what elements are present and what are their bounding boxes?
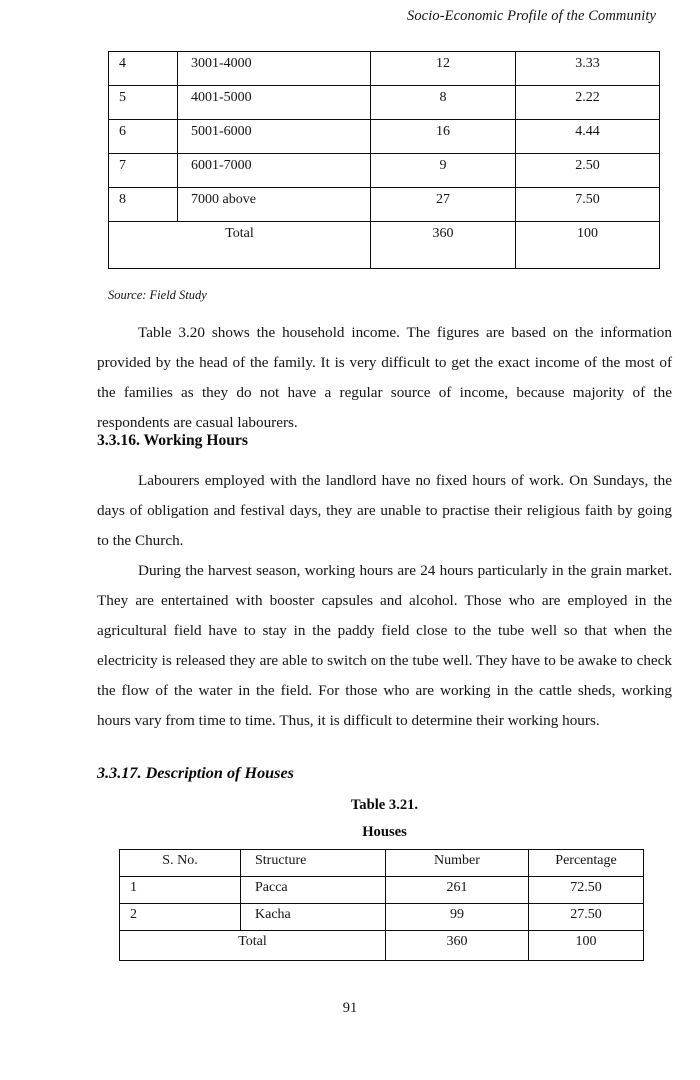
cell-number: 8 [371, 86, 516, 120]
cell-range: 5001-6000 [178, 120, 371, 154]
cell-structure: Pacca [241, 877, 386, 904]
cell-number: 9 [371, 154, 516, 188]
table-title-caption: Houses [362, 824, 407, 840]
table-row [120, 904, 644, 931]
table-header-row [120, 850, 644, 877]
table-total-row [109, 222, 660, 269]
header-sno: S. No. [120, 850, 241, 877]
cell-total-label: Total [109, 222, 371, 269]
table-row [120, 877, 644, 904]
cell-range: 4001-5000 [178, 86, 371, 120]
cell-number: 261 [386, 877, 529, 904]
table-total-row [120, 931, 644, 961]
cell-total-percentage: 100 [516, 222, 660, 269]
cell-number: 27 [371, 188, 516, 222]
heading-working-hours: 3.3.16. Working Hours [97, 432, 248, 449]
cell-structure: Kacha [241, 904, 386, 931]
paragraph-income-commentary: Table 3.20 shows the household income. The figures are based on the information provided by the head of the family. It is very difficult to get the exact income of the most of the families as they do not have a regular source of income, because majority of the respondents are casual labourers. [97, 324, 672, 431]
houses-table [119, 849, 644, 961]
cell-percentage: 2.50 [516, 154, 660, 188]
table-row [109, 154, 660, 188]
cell-sno: 4 [109, 52, 178, 86]
header-structure: Structure [241, 850, 386, 877]
cell-total-number: 360 [371, 222, 516, 269]
cell-sno: 7 [109, 154, 178, 188]
cell-percentage: 7.50 [516, 188, 660, 222]
page-number: 91 [342, 1000, 358, 1016]
cell-percentage: 3.33 [516, 52, 660, 86]
heading-description-of-houses: 3.3.17. Description of Houses [97, 764, 294, 782]
cell-sno: 5 [109, 86, 178, 120]
cell-percentage: 4.44 [516, 120, 660, 154]
cell-range: 7000 above [178, 188, 371, 222]
cell-number: 16 [371, 120, 516, 154]
cell-number: 99 [386, 904, 529, 931]
table-row [109, 120, 660, 154]
header-number: Number [386, 850, 529, 877]
paragraph-working-hours-1: Labourers employed with the landlord have no fixed hours of work. On Sundays, the days of obligation and festival days, they are unable to practise their religious faith by going to the Church. [97, 472, 672, 549]
household-income-table [108, 51, 660, 269]
cell-percentage: 72.50 [529, 877, 644, 904]
table-row [109, 52, 660, 86]
table-row [109, 86, 660, 120]
cell-percentage: 27.50 [529, 904, 644, 931]
paragraph-working-hours-2: During the harvest season, working hours are 24 hours particularly in the grain market. They are entertained with booster capsules and alcohol. Those who are employed in the agricultural field have to stay in the paddy field close to the tube well so that when the electricity is released they are able to switch on the tube well. They have to be awake to check the flow of the water in the field. For those who are working in the cattle sheds, working hours vary from time to time. Thus, it is difficult to determine their working hours. [97, 562, 672, 729]
running-head: Socio-Economic Profile of the Community [406, 8, 656, 24]
cell-sno: 6 [109, 120, 178, 154]
table-row [109, 188, 660, 222]
header-percentage: Percentage [529, 850, 644, 877]
cell-total-label: Total [120, 931, 386, 961]
cell-percentage: 2.22 [516, 86, 660, 120]
cell-total-number: 360 [386, 931, 529, 961]
cell-total-percentage: 100 [529, 931, 644, 961]
cell-sno: 1 [120, 877, 241, 904]
cell-sno: 2 [120, 904, 241, 931]
cell-range: 3001-4000 [178, 52, 371, 86]
source-note: Source: Field Study [108, 288, 207, 302]
table-number-caption: Table 3.21. [350, 797, 419, 813]
cell-range: 6001-7000 [178, 154, 371, 188]
cell-sno: 8 [109, 188, 178, 222]
cell-number: 12 [371, 52, 516, 86]
